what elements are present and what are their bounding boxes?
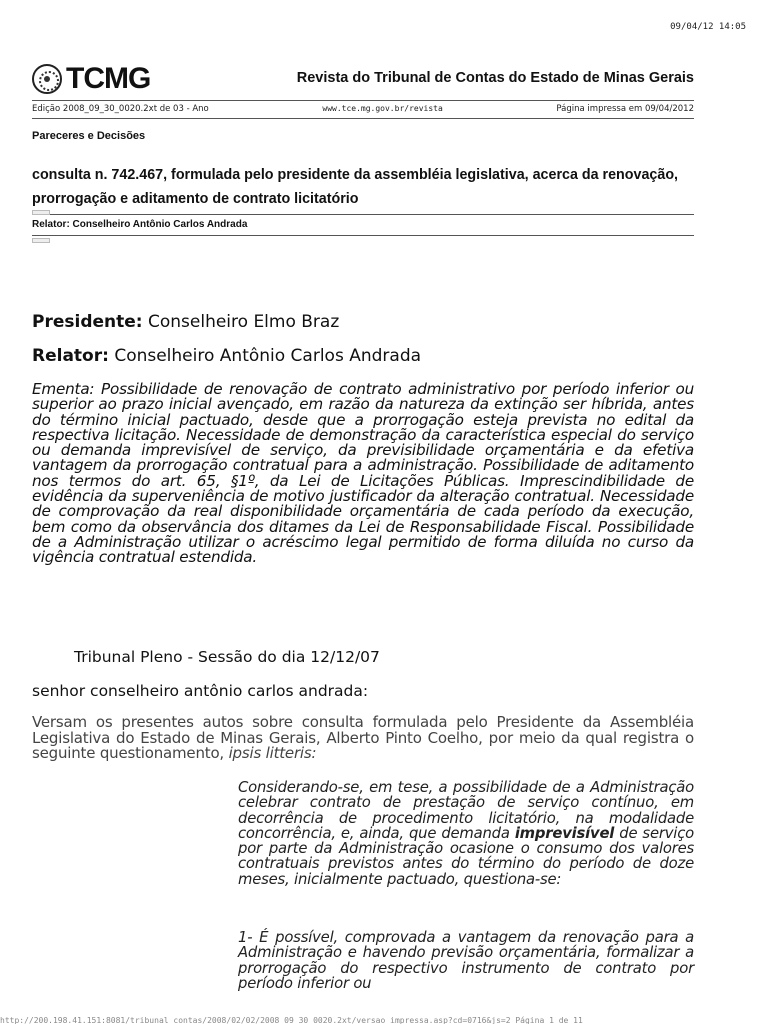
meta-divider (32, 118, 694, 119)
printed-date: Página impressa em 09/04/2012 (556, 104, 694, 114)
quote-paragraph-1 (238, 780, 694, 887)
image-placeholder-icon (32, 238, 50, 243)
ementa-paragraph: Ementa: Possibilidade de renovação de contrato administrativo por período inferior ou superior ao prazo inicial avençado, em razão da natureza da extinção ser híbrida, antes do término inicial pactuado, desde que a prorrogação esteja prevista no edital da respectiva licitação. Necessidade de demonstração da característica especial do serviço ou demanda imprevisível de serviço, da previsibilidade orçamentária e da efetiva vantagem da prorrogação contratual para a administração. Possibilidade de aditamento nos termos do art. 65, §1º, da Lei de Licitações Públicas. Imprescindibilidade de evidência da superveniência de motivo justificador da alteração contratual. Necessidade de comprovação da real disponibilidade orçamentária de cada período da execução, bem como da observância dos ditames da Lei de Responsabilidade Fiscal. Possibilidade de a Administração utilizar o acréscimo legal permitido de forma diluída no curso da vigência contratual estendida. (32, 380, 694, 567)
relator-label: Relator: (32, 346, 109, 366)
relator-name: Conselheiro Antônio Carlos Andrada (108, 346, 422, 366)
section-label: Pareceres e Decisões (32, 130, 146, 142)
header-divider (32, 100, 694, 101)
quote-paragraph-2: 1- É possível, comprovada a vantagem da renovação para a Administração e havendo previsão orçamentária, formalizar a prorrogação do respectivo instrumento de contrato por período inferior ou (238, 929, 694, 992)
body-text: Versam os presentes autos sobre consulta formulada pelo Presidente da Assembléia Legislativa do Estado de Minas Gerais, Alberto Pinto Coelho, por meio da qual registra o seguinte questionamento, (32, 713, 694, 762)
document-title: consulta n. 742.467, formulada pelo presidente da assembléia legislativa, acerca da renovação, prorrogação e aditamento de contrato licitatório (32, 167, 679, 207)
journal-url[interactable]: www.tce.mg.gov.br/revista (322, 104, 443, 113)
presidente-line (32, 312, 339, 332)
tcmg-seal-icon (32, 64, 62, 94)
masthead (32, 60, 694, 100)
speaker-line: senhor conselheiro antônio carlos andrada: (32, 682, 369, 700)
print-timestamp: 09/04/12 14:05 (670, 22, 746, 32)
edition-meta (32, 104, 694, 114)
page-footer: http://200.198.41.151:8081/tribunal_contas/2008/02/02/2008_09_30_0020.2xt/versao_impressa.asp?cd=0716&js=2 Página 1 de 11 (0, 1016, 583, 1024)
session-line: Tribunal Pleno - Sessão do dia 12/12/07 (74, 648, 380, 666)
edition-label: Edição 2008_09_30_0020.2xt de 03 - Ano (32, 104, 209, 114)
relator-byline: Relator: Conselheiro Antônio Carlos Andrada (32, 219, 248, 230)
byline-divider (32, 235, 694, 236)
quote1-before: Considerando-se, em tese, a possibilidade de a Administração celebrar contrato de prestação de serviço contínuo, em decorrência de procedimento licitatório, na modalidade concorrência, e, ainda, que demanda (238, 779, 694, 842)
presidente-name: Conselheiro Elmo Braz (142, 312, 340, 332)
title-divider (32, 214, 694, 215)
journal-title: Revista do Tribunal de Contas do Estado de Minas Gerais (296, 70, 694, 86)
body-paragraph (32, 715, 694, 762)
tcmg-logo (32, 62, 150, 96)
quote1-after: de serviço por parte da Administração ocasione o consumo dos valores contratuais previstos antes do término do período de doze meses, inicialmente pactuado, questiona-se: (238, 824, 694, 888)
quote1-bold: imprevisível (514, 824, 615, 842)
logo-text: TCMG (66, 62, 151, 95)
presidente-label: Presidente: (32, 312, 143, 332)
body-italic: ipsis litteris: (228, 744, 317, 762)
image-placeholder-icon (32, 210, 50, 215)
relator-line (32, 346, 421, 366)
